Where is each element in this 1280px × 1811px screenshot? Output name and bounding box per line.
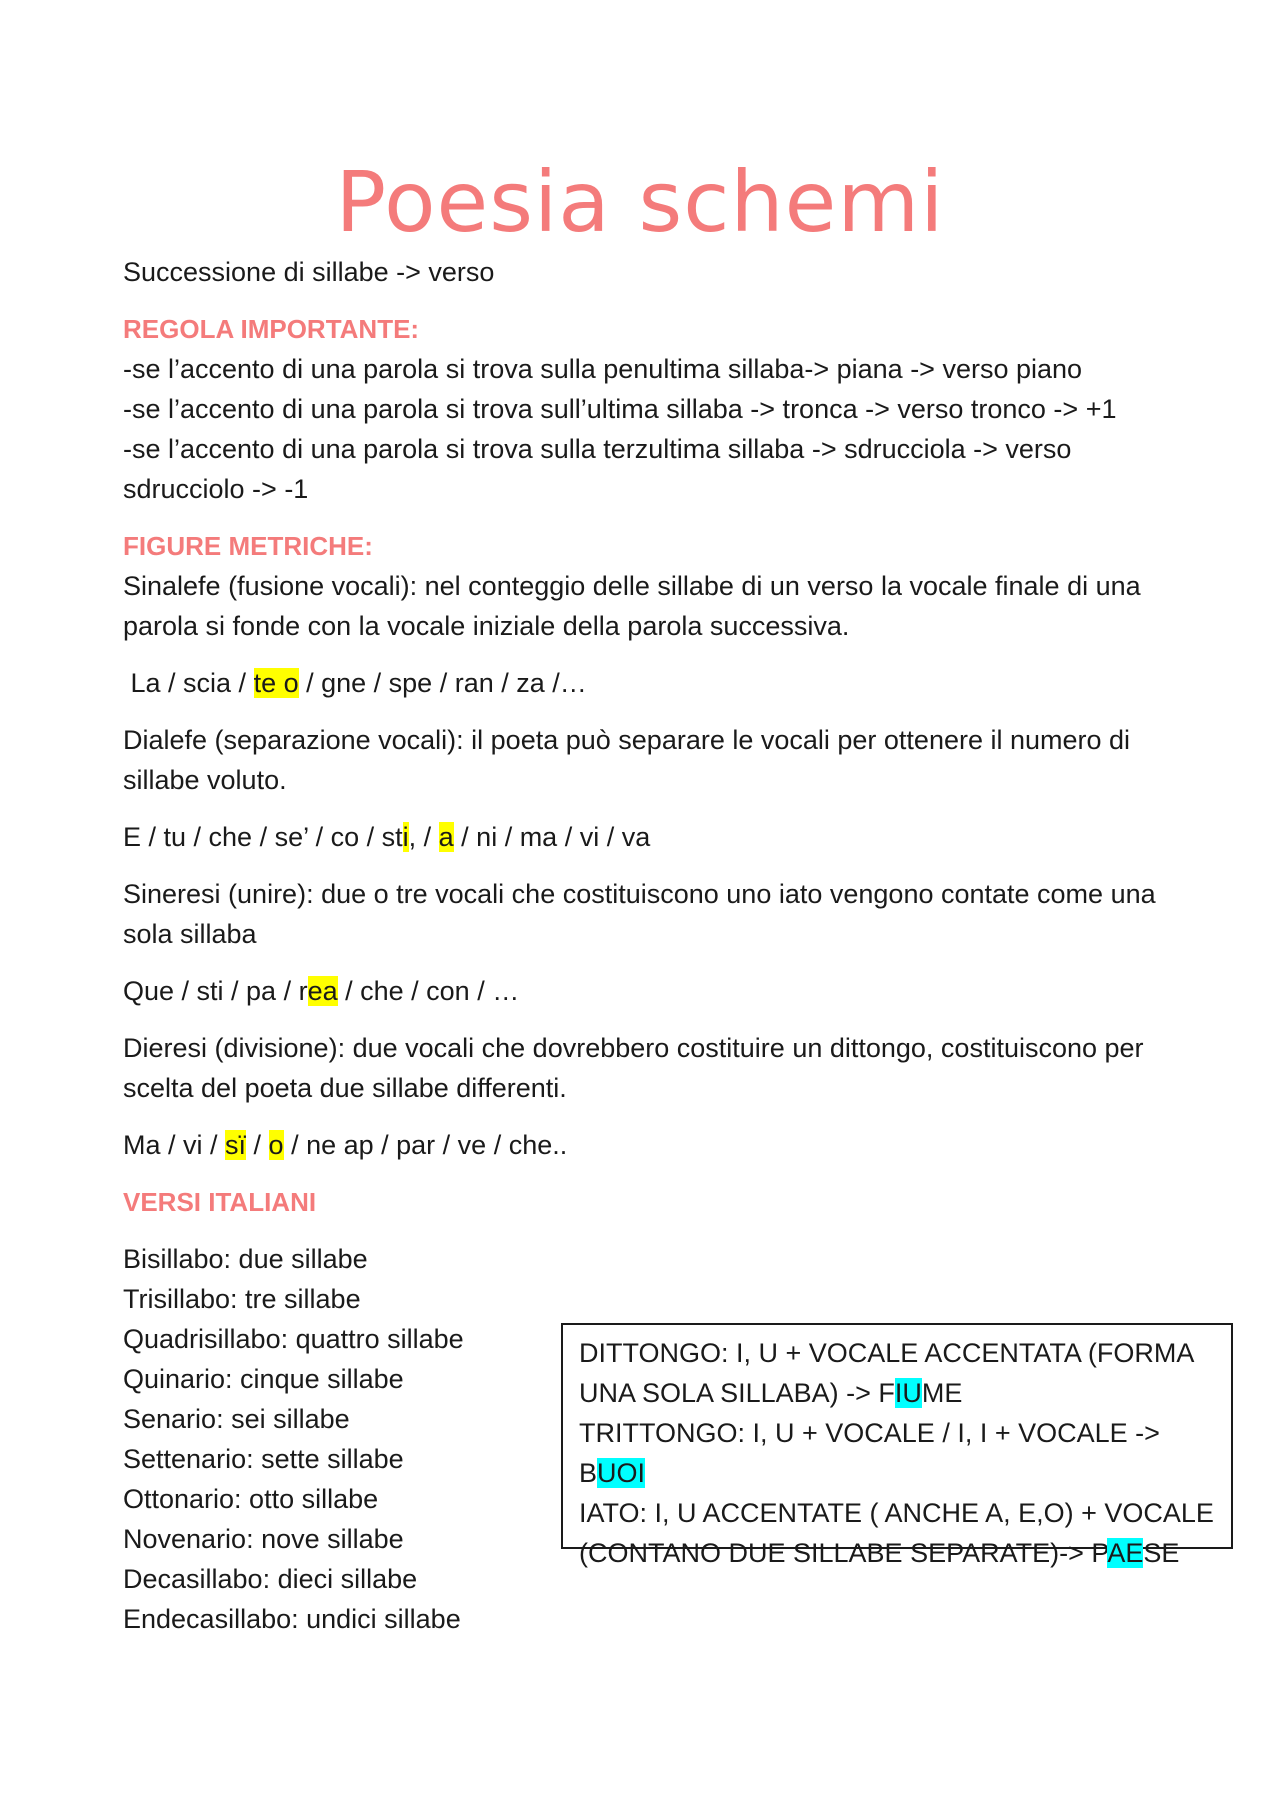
rule-line: -se l’accento di una parola si trova sulla penultima sillaba-> piana -> verso piano: [123, 354, 1083, 384]
dialefe-definition: Dialefe (separazione vocali): il poeta può separare le vocali per ottenere il numero di sillabe voluto.: [123, 725, 1131, 795]
dieresi-example: [123, 1125, 1183, 1165]
example-text: / gne / spe / ran / za /…: [298, 668, 587, 698]
example-text: /: [246, 1130, 269, 1160]
example-text: , /: [408, 822, 439, 852]
highlighted-letters: AE: [1107, 1538, 1144, 1568]
list-item: Novenario: nove sillabe: [123, 1524, 404, 1554]
dittongo-line: [579, 1333, 1215, 1413]
highlighted-syllable: i: [402, 822, 409, 852]
list-item: Quinario: cinque sillabe: [123, 1364, 404, 1394]
box-text: IATO: I, U ACCENTATE ( ANCHE A, E,O) + VOCALE (CONTANO DUE SILLABE SEPARATE)-> P: [579, 1498, 1214, 1568]
list-item: Senario: sei sillabe: [123, 1404, 350, 1434]
page-title: Poesia schemi: [335, 153, 945, 251]
highlighted-letters: UOI: [597, 1458, 646, 1488]
box-text: TRITTONGO: I, U + VOCALE / I, I + VOCALE -> B: [579, 1418, 1160, 1488]
highlighted-syllable: sï: [225, 1130, 247, 1160]
highlighted-letters: IU: [894, 1378, 922, 1408]
list-item: Decasillabo: dieci sillabe: [123, 1564, 418, 1594]
list-item: Ottonario: otto sillabe: [123, 1484, 379, 1514]
example-text: / ne ap / par / ve / che..: [283, 1130, 568, 1160]
example-text: / che / con / …: [337, 976, 520, 1006]
box-text: ME: [921, 1378, 963, 1408]
highlighted-syllable: te o: [253, 668, 299, 698]
example-text: / ni / ma / vi / va: [453, 822, 651, 852]
example-text: Ma / vi /: [123, 1130, 226, 1160]
dialefe-example: [123, 817, 1183, 857]
highlighted-syllable: a: [438, 822, 454, 852]
vowel-groups-box: [561, 1323, 1233, 1568]
intro-line: Successione di sillabe -> verso: [123, 257, 495, 287]
example-text: E / tu / che / se’ / co / st: [123, 822, 403, 852]
figures-heading: FIGURE METRICHE:: [123, 531, 373, 561]
sinalefe-example: [123, 663, 1183, 703]
rule-line: -se l’accento di una parola si trova sull’ultima sillaba -> tronca -> verso tronco -> +1: [123, 394, 1117, 424]
highlighted-syllable: o: [268, 1130, 284, 1160]
trittongo-line: [579, 1413, 1215, 1493]
list-item: Quadrisillabo: quattro sillabe: [123, 1324, 464, 1354]
sineresi-example: [123, 971, 1183, 1011]
box-text: SE: [1143, 1538, 1180, 1568]
iato-line: [579, 1493, 1215, 1573]
highlighted-syllable: ea: [307, 976, 338, 1006]
versi-heading: VERSI ITALIANI: [123, 1187, 317, 1217]
rule-line: -se l’accento di una parola si trova sulla terzultima sillaba -> sdrucciola -> verso sdrucciolo -> -1: [123, 434, 1072, 504]
list-item: Endecasillabo: undici sillabe: [123, 1604, 461, 1634]
box-text: DITTONGO: I, U + VOCALE ACCENTATA (FORMA UNA SOLA SILLABA) -> F: [579, 1338, 1193, 1408]
sinalefe-definition: Sinalefe (fusione vocali): nel conteggio delle sillabe di un verso la vocale finale di una parola si fonde con la vocale iniziale della parola successiva.: [123, 571, 1141, 641]
dieresi-definition: Dieresi (divisione): due vocali che dovrebbero costituire un dittongo, costituiscono per scelta del poeta due sillabe differenti.: [123, 1033, 1144, 1103]
list-item: Settenario: sette sillabe: [123, 1444, 404, 1474]
example-text: La / scia /: [123, 668, 254, 698]
list-item: Trisillabo: tre sillabe: [123, 1284, 361, 1314]
list-item: Bisillabo: due sillabe: [123, 1244, 368, 1274]
rule-heading: REGOLA IMPORTANTE:: [123, 314, 420, 344]
example-text: Que / sti / pa / r: [123, 976, 308, 1006]
sineresi-definition: Sineresi (unire): due o tre vocali che costituiscono uno iato vengono contate come una sola sillaba: [123, 879, 1156, 949]
